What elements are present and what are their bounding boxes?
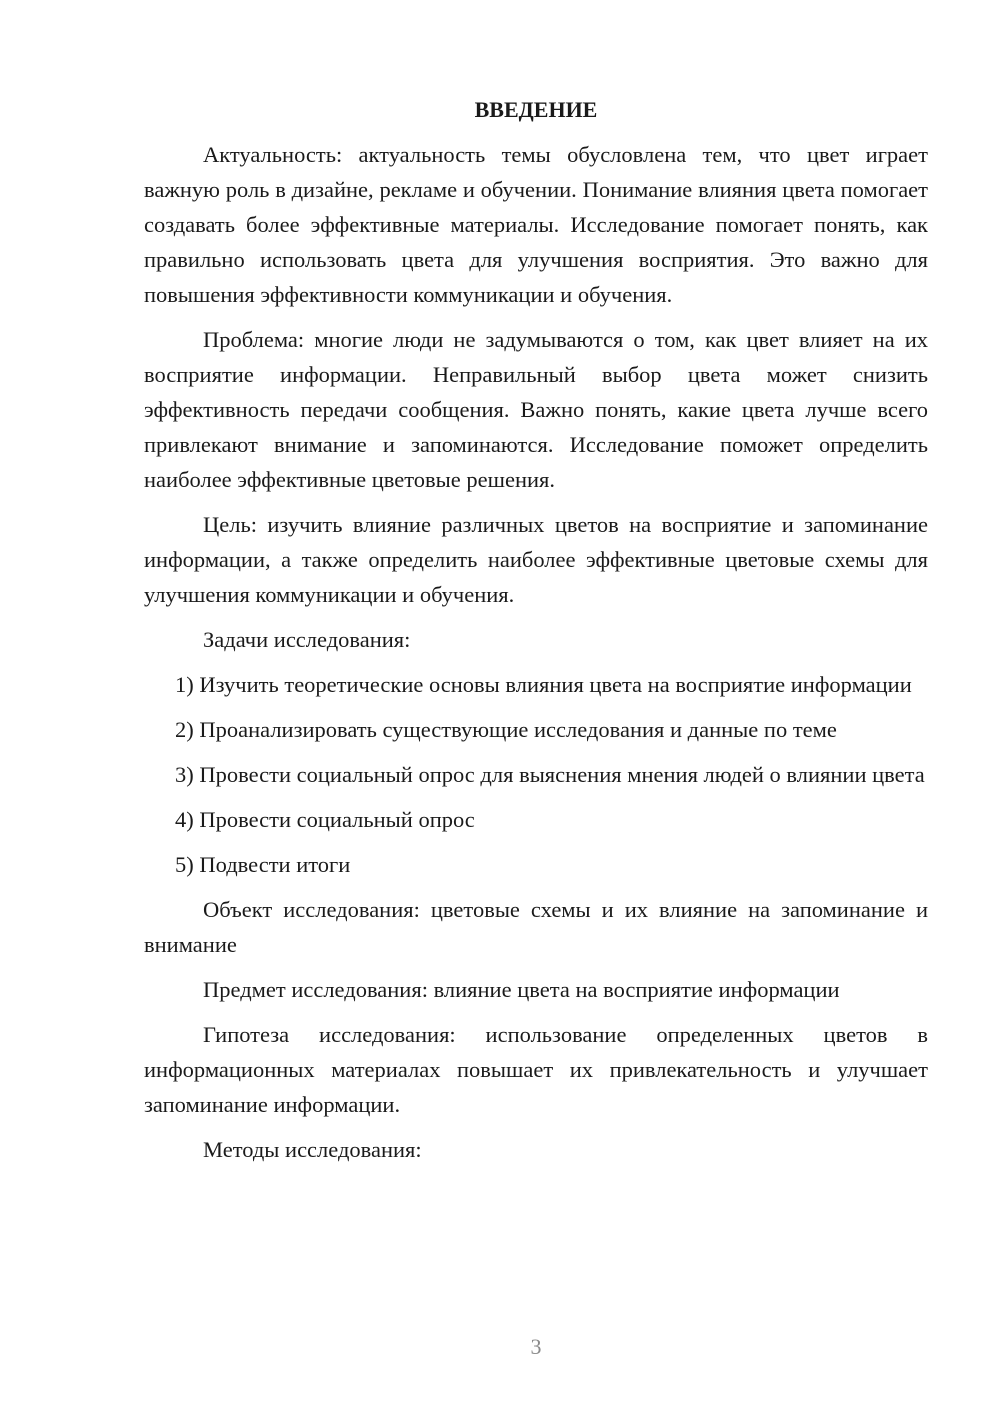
paragraph-methods: Методы исследования: xyxy=(203,1137,422,1162)
page-content xyxy=(144,92,928,1177)
task-item-5: 5) Подвести итоги xyxy=(175,852,351,877)
paragraph-hypothesis: Гипотеза исследования: использование определенных цветов в информационных материалах повышает их привлекательность и улучшает запоминание информации. xyxy=(144,1022,928,1117)
task-item-2: 2) Проанализировать существующие исследования и данные по теме xyxy=(175,717,837,742)
paragraph-object: Объект исследования: цветовые схемы и их влияние на запоминание и внимание xyxy=(144,897,928,957)
paragraph-relevance: Актуальность: актуальность темы обусловлена тем, что цвет играет важную роль в дизайне, рекламе и обучении. Понимание влияния цвета помогает создавать более эффективные материалы. Исследование помогает понять, как правильно использовать цвета для улучшения восприятия. Это важно для повышения эффективности коммуникации и обучения. xyxy=(144,142,928,307)
paragraph-goal: Цель: изучить влияние различных цветов на восприятие и запоминание информации, а также определить наиболее эффективные цветовые схемы для улучшения коммуникации и обучения. xyxy=(144,512,928,607)
page-number: 3 xyxy=(530,1334,542,1359)
paragraph-problem: Проблема: многие люди не задумываются о том, как цвет влияет на их восприятие информации. Неправильный выбор цвета может снизить эффективность передачи сообщения. Важно понять, какие цвета лучше всего привлекают внимание и запоминаются. Исследование поможет определить наиболее эффективные цветовые решения. xyxy=(144,327,928,492)
task-item-4: 4) Провести социальный опрос xyxy=(175,807,475,832)
paragraph-subject: Предмет исследования: влияние цвета на восприятие информации xyxy=(203,977,840,1002)
task-item-1: 1) Изучить теоретические основы влияния цвета на восприятие информации xyxy=(175,672,912,697)
page-title: ВВЕДЕНИЕ xyxy=(474,97,598,122)
paragraph-tasks-heading: Задачи исследования: xyxy=(203,627,411,652)
task-item-3: 3) Провести социальный опрос для выяснения мнения людей о влиянии цвета xyxy=(175,762,925,787)
